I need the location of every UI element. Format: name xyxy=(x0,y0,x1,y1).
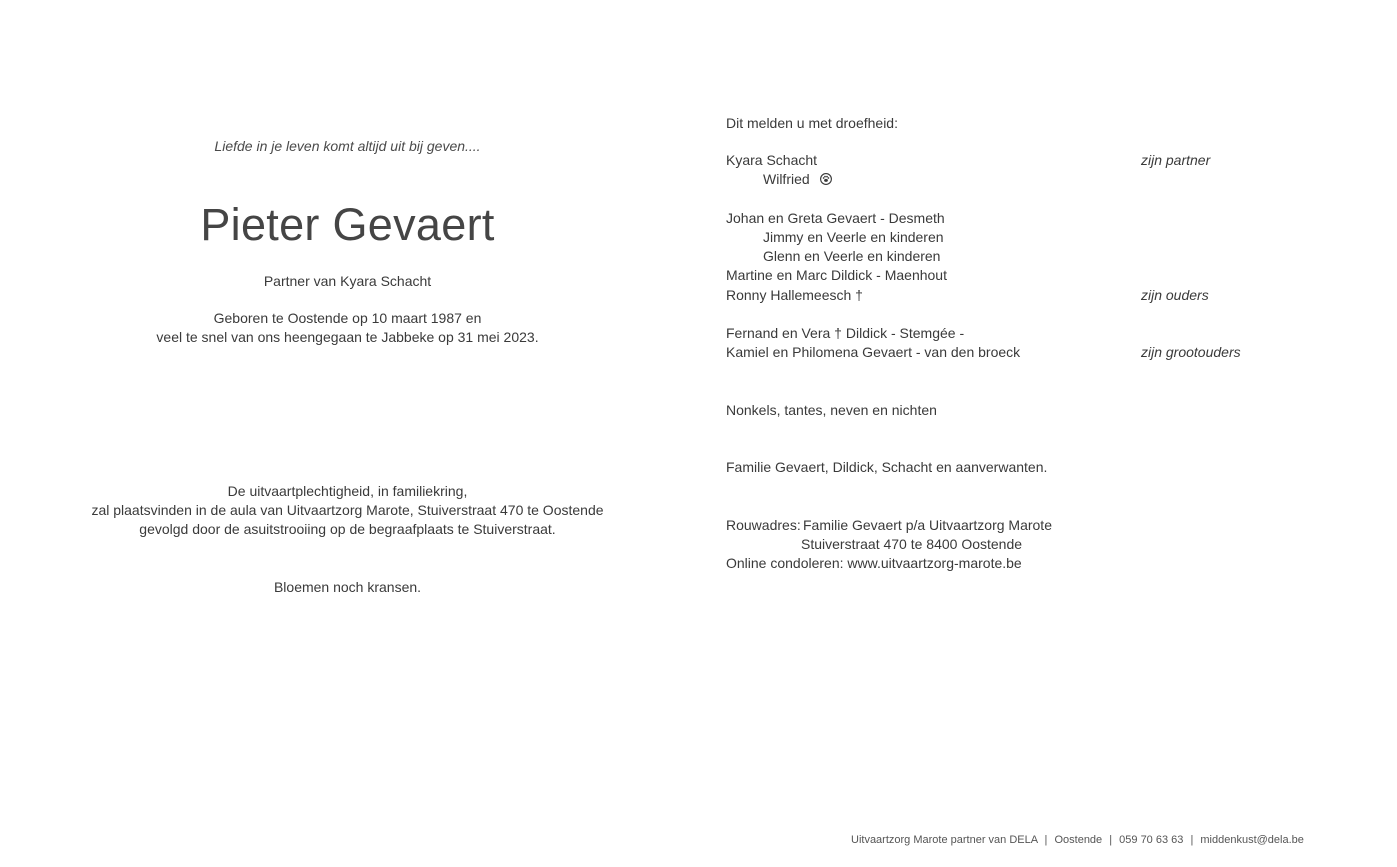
intro-line: Dit melden u met droefheid: xyxy=(726,115,898,131)
motto: Liefde in je leven komt altijd uit bij geven.... xyxy=(214,138,481,154)
paw-icon xyxy=(820,173,832,185)
born-line: Geboren te Oostende op 10 maart 1987 en xyxy=(213,310,482,326)
address-line: Stuiverstraat 470 te 8400 Oostende xyxy=(801,536,1023,552)
left-panel xyxy=(0,0,695,867)
partner-role: zijn partner xyxy=(1141,152,1211,168)
footer-city: Oostende xyxy=(1054,834,1103,846)
partner-line: Partner van Kyara Schacht xyxy=(263,273,432,289)
relatives-line: Nonkels, tantes, neven en nichten xyxy=(726,402,937,418)
footer xyxy=(851,834,1304,846)
family-names-line: Familie Gevaert, Dildick, Schacht en aanverwanten. xyxy=(726,459,1048,475)
condolences-line: Online condoleren: www.uitvaartzorg-marote.be xyxy=(726,555,1022,571)
footer-company: Uitvaartzorg Marote partner van DELA xyxy=(851,834,1038,846)
pet-line xyxy=(763,170,832,189)
died-line: veel te snel van ons heengegaan te Jabbeke op 31 mei 2023. xyxy=(156,329,539,345)
family-line: Glenn en Veerle en kinderen xyxy=(763,248,941,264)
partner-name: Kyara Schacht xyxy=(726,152,818,168)
parents-role: zijn ouders xyxy=(1141,287,1209,303)
address-line: Familie Gevaert p/a Uitvaartzorg Marote xyxy=(803,517,1052,533)
flowers-note: Bloemen noch kransen. xyxy=(273,579,422,595)
footer-separator: | xyxy=(1044,834,1048,846)
pet-name: Wilfried xyxy=(763,171,810,187)
family-line: Martine en Marc Dildick - Maenhout xyxy=(726,267,947,283)
deceased-name: Pieter Gevaert xyxy=(200,199,495,250)
footer-email: middenkust@dela.be xyxy=(1200,834,1304,846)
address-label: Rouwadres: xyxy=(726,517,801,533)
family-line: Ronny Hallemeesch † xyxy=(726,287,863,303)
family-line: Jimmy en Veerle en kinderen xyxy=(763,229,944,245)
ceremony-line: gevolgd door de asuitstrooiing op de begraafplaats te Stuiverstraat. xyxy=(139,521,556,537)
grandparents-line: Kamiel en Philomena Gevaert - van den broeck xyxy=(726,344,1021,360)
ceremony-line: De uitvaartplechtigheid, in familiekring, xyxy=(227,483,468,499)
footer-separator: | xyxy=(1109,834,1113,846)
footer-phone: 059 70 63 63 xyxy=(1119,834,1184,846)
family-line: Johan en Greta Gevaert - Desmeth xyxy=(726,210,945,226)
right-panel xyxy=(726,0,1346,867)
ceremony-line: zal plaatsvinden in de aula van Uitvaartzorg Marote, Stuiverstraat 470 te Oostende xyxy=(91,502,604,518)
grandparents-role: zijn grootouders xyxy=(1141,344,1241,360)
grandparents-line: Fernand en Vera † Dildick - Stemgée - xyxy=(726,325,965,341)
footer-separator: | xyxy=(1190,834,1194,846)
